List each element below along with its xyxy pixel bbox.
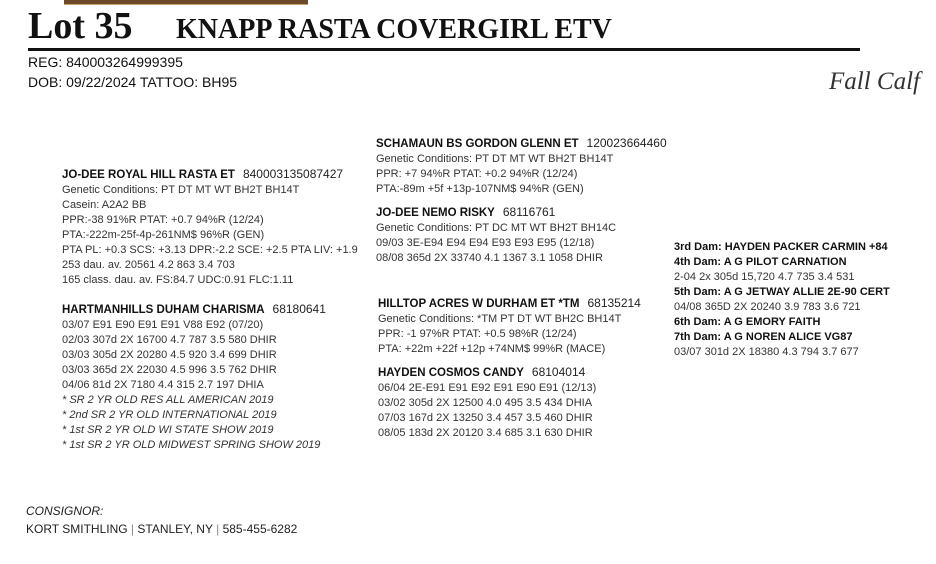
- dam-sire-line: PTA: +22m +22f +12p +74NM$ 99%R (MACE): [378, 343, 606, 355]
- sire-dam-line: 09/03 3E-E94 E94 E94 E93 E93 E95 (12/18): [376, 237, 595, 249]
- dam-7th: 7th Dam: A G NOREN ALICE VG87: [674, 331, 853, 343]
- pedigree-dam: [62, 302, 326, 453]
- dam-sire-line: PPR: -1 97%R PTAT: +0.5 98%R (12/24): [378, 328, 577, 340]
- pedigree-dam-dam: [378, 365, 596, 441]
- dam-name: HARTMANHILLS DUHAM CHARISMA: [62, 304, 265, 316]
- pedigree-dam-sire: [378, 296, 641, 357]
- dam-achievement: * SR 2 YR OLD RES ALL AMERICAN 2019: [62, 394, 274, 406]
- dam-dam-line: 06/04 2E-E91 E91 E92 E91 E90 E91 (12/13): [378, 382, 597, 394]
- dam-achievement: * 1st SR 2 YR OLD MIDWEST SPRING SHOW 2019: [62, 439, 321, 451]
- dam-6th: 6th Dam: A G EMORY FAITH: [674, 316, 821, 328]
- sire-sire-line: Genetic Conditions: PT DT MT WT BH2T BH14T: [376, 153, 614, 165]
- sire-sire-reg: 120023664460: [586, 136, 667, 150]
- lot-animal-name: KNAPP RASTA COVERGIRL ETV: [176, 14, 612, 45]
- dam-dam-line: 07/03 167d 2X 13250 3.4 457 3.5 460 DHIR: [378, 412, 593, 424]
- dam-sire-name: HILLTOP ACRES W DURHAM ET *TM: [378, 298, 580, 310]
- sire-dam-reg: 68116761: [502, 205, 556, 219]
- dam-5th-record: 04/08 365D 2X 20240 3.9 783 3.6 721: [674, 301, 861, 313]
- dam-line: 04/06 81d 2X 7180 4.4 315 2.7 197 DHIA: [62, 379, 264, 391]
- sire-sire-name: SCHAMAUN BS GORDON GLENN ET: [376, 138, 579, 150]
- sire-name: JO-DEE ROYAL HILL RASTA ET: [62, 169, 235, 181]
- consignor-location: STANLEY, NY: [137, 522, 213, 536]
- dam-7th-record: 03/07 301d 2X 18380 4.3 794 3.7 677: [674, 346, 859, 358]
- consignor-phone: 585-455-6282: [222, 522, 298, 536]
- dam-line: 03/07 E91 E90 E91 E91 V88 E92 (07/20): [62, 319, 264, 331]
- dob-tattoo: DOB: 09/22/2024 TATTOO: BH95: [28, 74, 238, 90]
- dam-line: 03/03 305d 2X 20280 4.5 920 3.4 699 DHIR: [62, 349, 277, 361]
- sire-dam-line: 08/08 365d 2X 33740 4.1 1367 3.1 1058 DHIR: [376, 252, 603, 264]
- sire-sire-line: PTA:-89m +5f +13p-107NM$ 94%R (GEN): [376, 183, 584, 195]
- dam-sire-line: Genetic Conditions: *TM PT DT WT BH2C BH14T: [378, 313, 622, 325]
- dam-4th-record: 2-04 2x 305d 15,720 4.7 735 3.4 531: [674, 271, 855, 283]
- dam-sire-reg: 68135214: [587, 296, 641, 310]
- sire-line: 165 class. dau. av. FS:84.7 UDC:0.91 FLC:1.11: [62, 274, 294, 286]
- dam-dam-name: HAYDEN COSMOS CANDY: [378, 367, 524, 379]
- sire-line: PPR:-38 91%R PTAT: +0.7 94%R (12/24): [62, 214, 264, 226]
- registration-number: REG: 840003264999395: [28, 54, 183, 70]
- pedigree-sire: [62, 167, 358, 288]
- sire-line: 253 dau. av. 20561 4.2 863 3.4 703: [62, 259, 235, 271]
- dam-achievement: * 2nd SR 2 YR OLD INTERNATIONAL 2019: [62, 409, 277, 421]
- sire-dam-line: Genetic Conditions: PT DC MT WT BH2T BH14C: [376, 222, 617, 234]
- sire-reg: 840003135087427: [242, 167, 344, 181]
- sire-line: Casein: A2A2 BB: [62, 199, 147, 211]
- consignor-label: CONSIGNOR:: [26, 504, 104, 518]
- lot-number: Lot 35: [28, 5, 133, 47]
- sire-dam-name: JO-DEE NEMO RISKY: [376, 207, 495, 219]
- dam-5th: 5th Dam: A G JETWAY ALLIE 2E-90 CERT: [674, 286, 890, 298]
- separator: |: [216, 522, 220, 536]
- consignor-section: [26, 502, 297, 538]
- calf-class: Fall Calf: [829, 68, 920, 95]
- sire-line: Genetic Conditions: PT DT MT WT BH2T BH14T: [62, 184, 300, 196]
- consignor-name: KORT SMITHLING: [26, 522, 128, 536]
- sire-line: PTA:-222m-25f-4p-261NM$ 96%R (GEN): [62, 229, 265, 241]
- dam-reg: 68180641: [272, 302, 326, 316]
- pedigree-sire-dam: [376, 205, 616, 266]
- dam-lineage: [674, 240, 890, 360]
- separator: |: [130, 522, 135, 536]
- pedigree-sire-sire: [376, 136, 667, 197]
- lot-header: [28, 4, 860, 51]
- dam-dam-line: 08/05 183d 2X 20120 3.4 685 3.1 630 DHIR: [378, 427, 593, 439]
- dam-line: 02/03 307d 2X 16700 4.7 787 3.5 580 DHIR: [62, 334, 277, 346]
- dam-4th: 4th Dam: A G PILOT CARNATION: [674, 256, 847, 268]
- sire-line: PTA PL: +0.3 SCS: +3.13 DPR:-2.2 SCE: +2.5 PTA LIV: +1.9: [62, 244, 358, 256]
- dam-dam-line: 03/02 305d 2X 12500 4.0 495 3.5 434 DHIA: [378, 397, 593, 409]
- dam-line: 03/03 365d 2X 22030 4.5 996 3.5 762 DHIR: [62, 364, 277, 376]
- dam-dam-reg: 68104014: [531, 365, 586, 379]
- dam-3rd: 3rd Dam: HAYDEN PACKER CARMIN +84: [674, 241, 888, 253]
- sire-sire-line: PPR: +7 94%R PTAT: +0.2 94%R (12/24): [376, 168, 578, 180]
- dam-achievement: * 1st SR 2 YR OLD WI STATE SHOW 2019: [62, 424, 274, 436]
